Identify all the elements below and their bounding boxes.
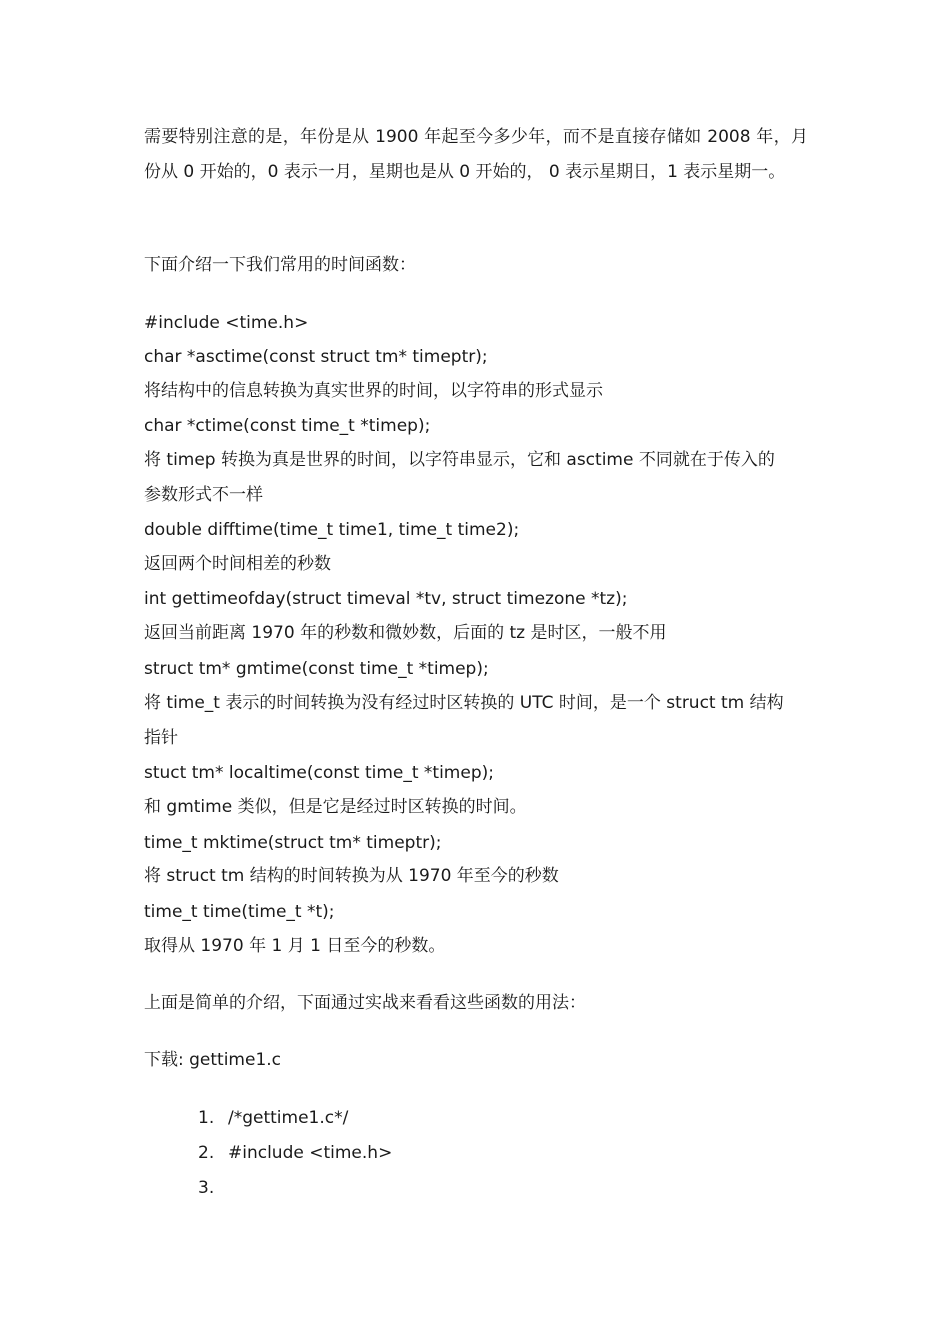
func-difftime-description: 返回两个时间相差的秒数 (144, 554, 331, 574)
func-gettimeofday-signature: int gettimeofday(struct timeval *tv, struct timezone *tz); (144, 589, 628, 609)
code-line-2 (198, 1142, 392, 1164)
func-gmtime-signature: struct tm* gmtime(const time_t *timep); (144, 659, 489, 679)
func-mktime-signature: time_t mktime(struct tm* timeptr); (144, 833, 442, 853)
code-line-3 (198, 1177, 228, 1199)
code-line-number: 2. (198, 1143, 215, 1163)
code-line-number: 3. (198, 1178, 215, 1198)
func-time-signature: time_t time(time_t *t); (144, 902, 335, 922)
func-localtime-description: 和 gmtime 类似，但是它是经过时区转换的时间。 (144, 797, 527, 817)
code-line-text: /*gettime1.c*/ (228, 1108, 349, 1128)
func-localtime-signature: stuct tm* localtime(const time_t *timep); (144, 763, 494, 783)
func-asctime-signature: char *asctime(const struct tm* timeptr); (144, 347, 488, 367)
include-line: #include <time.h> (144, 313, 309, 333)
func-ctime-signature: char *ctime(const time_t *timep); (144, 416, 431, 436)
func-mktime-description: 将 struct tm 结构的时间转换为从 1970 年至今的秒数 (144, 866, 559, 886)
download-link[interactable]: 下载: gettime1.c (144, 1050, 282, 1070)
func-gmtime-description-line2: 指针 (144, 728, 178, 748)
func-difftime-signature: double difftime(time_t time1, time_t time2); (144, 520, 520, 540)
func-ctime-description-line2: 参数形式不一样 (144, 485, 263, 505)
intro-paragraph: 需要特别注意的是，年份是从 1900 年起至今多少年，而不是直接存储如 2008 年，月份从 0 开始的，0 表示一月，星期也是从 0 开始的， 0 表示星期日，1 表示星期一。 (144, 127, 808, 182)
section-heading: 下面介绍一下我们常用的时间函数： (144, 255, 416, 275)
func-gettimeofday-description: 返回当前距离 1970 年的秒数和微妙数，后面的 tz 是时区，一般不用 (144, 623, 667, 643)
outro-text: 上面是简单的介绍，下面通过实战来看看这些函数的用法： (144, 993, 586, 1013)
func-ctime-description-line1: 将 timep 转换为真是世界的时间，以字符串显示，它和 asctime 不同就在于传入的 (144, 450, 775, 470)
code-line-text: #include <time.h> (228, 1143, 393, 1163)
func-time-description: 取得从 1970 年 1 月 1 日至今的秒数。 (144, 936, 446, 956)
func-asctime-description: 将结构中的信息转换为真实世界的时间，以字符串的形式显示 (144, 381, 603, 401)
code-line-1 (198, 1107, 348, 1129)
func-gmtime-description-line1: 将 time_t 表示的时间转换为没有经过时区转换的 UTC 时间，是一个 struct tm 结构 (144, 693, 784, 713)
code-line-number: 1. (198, 1108, 215, 1128)
